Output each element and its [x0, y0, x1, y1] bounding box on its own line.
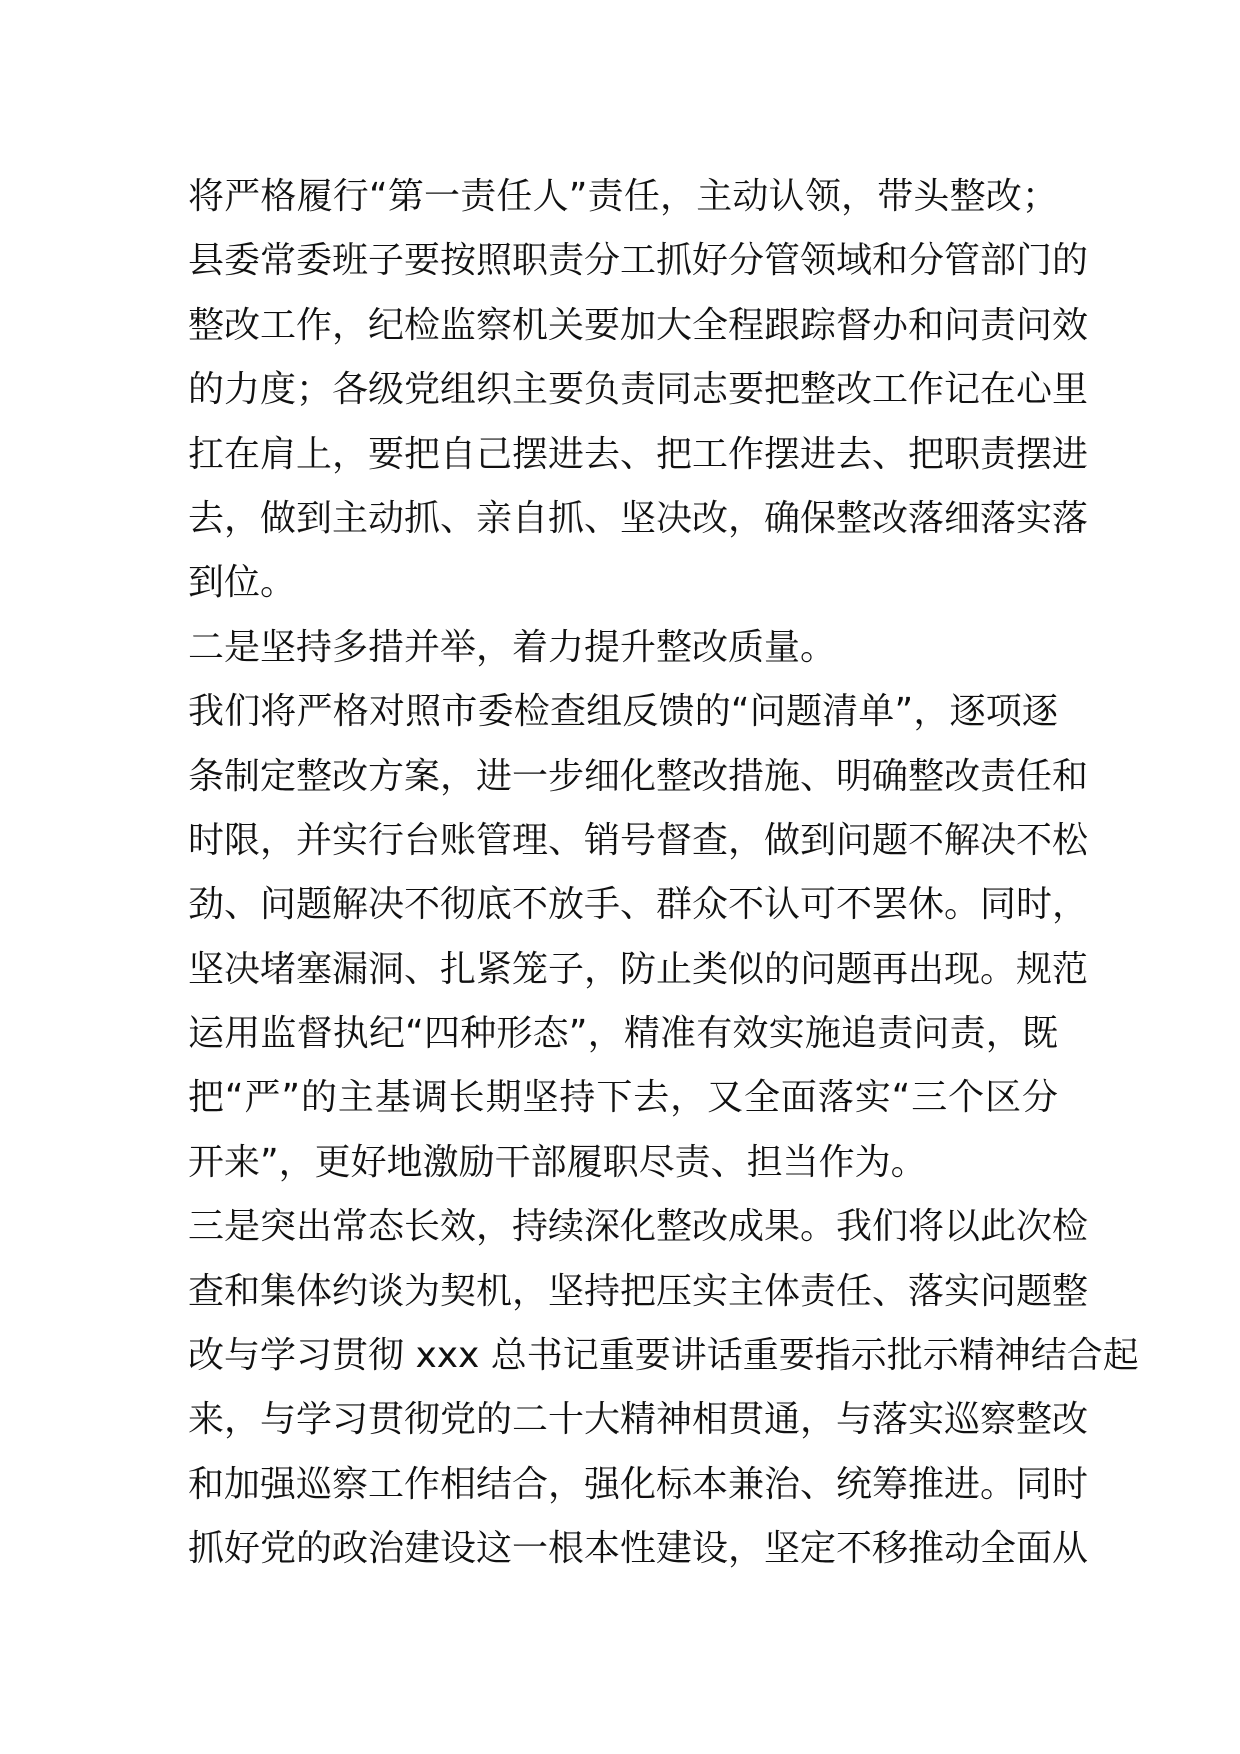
section-heading: 二是坚持多措并举，着力提升整改质量。: [188, 626, 837, 668]
text-line: 开来”，更好地激励干部履职尽责、担当作为。: [188, 1141, 927, 1183]
text-line: 抓好党的政治建设这一根本性建设，坚定不移推动全面从: [188, 1528, 1089, 1570]
text-line: 整改工作，纪检监察机关要加大全程跟踪督办和问责问效: [188, 304, 1089, 346]
text-line: 查和集体约谈为契机，坚持把压实主体责任、落实问题整: [188, 1270, 1089, 1312]
text-line: 来，与学习贯彻党的二十大精神相贯通，与落实巡察整改: [188, 1399, 1089, 1441]
text-line: 改与学习贯彻 xxx 总书记重要讲话重要指示批示精神结合起: [188, 1335, 1139, 1377]
text-line: 时限，并实行台账管理、销号督查，做到问题不解决不松: [188, 819, 1089, 861]
text-line: 去，做到主动抓、亲自抓、坚决改，确保整改落细落实落: [188, 497, 1089, 539]
text-line: 将严格履行“第一责任人”责任，主动认领，带头整改；: [188, 176, 1058, 217]
text-line: 县委常委班子要按照职责分工抓好分管领域和分管部门的: [188, 240, 1089, 282]
text-line: 劲、问题解决不彻底不放手、群众不认可不罢休。同时，: [188, 884, 1089, 926]
text-line: 坚决堵塞漏洞、扎紧笼子，防止类似的问题再出现。规范: [188, 948, 1089, 990]
text-line: 把“严”的主基调长期坚持下去，又全面落实“三个区分: [188, 1077, 1058, 1119]
text-line: 到位。: [188, 562, 297, 604]
text-line: 运用监督执纪“四种形态”，精准有效实施追责问责，既: [188, 1013, 1058, 1055]
text-line: 扛在肩上，要把自己摆进去、把工作摆进去、把职责摆进: [188, 433, 1089, 475]
text-line: 条制定整改方案，进一步细化整改措施、明确整改责任和: [188, 755, 1089, 797]
text-line: 的力度；各级党组织主要负责同志要把整改工作记在心里: [188, 369, 1089, 411]
section-heading-line: 三是突出常态长效，持续深化整改成果。我们将以此次检: [188, 1206, 1089, 1248]
body-text: [188, 165, 1139, 1582]
text-line: 和加强巡察工作相结合，强化标本兼治、统筹推进。同时: [188, 1463, 1089, 1505]
text-line: 我们将严格对照市委检查组反馈的“问题清单”，逐项逐: [188, 691, 1058, 733]
